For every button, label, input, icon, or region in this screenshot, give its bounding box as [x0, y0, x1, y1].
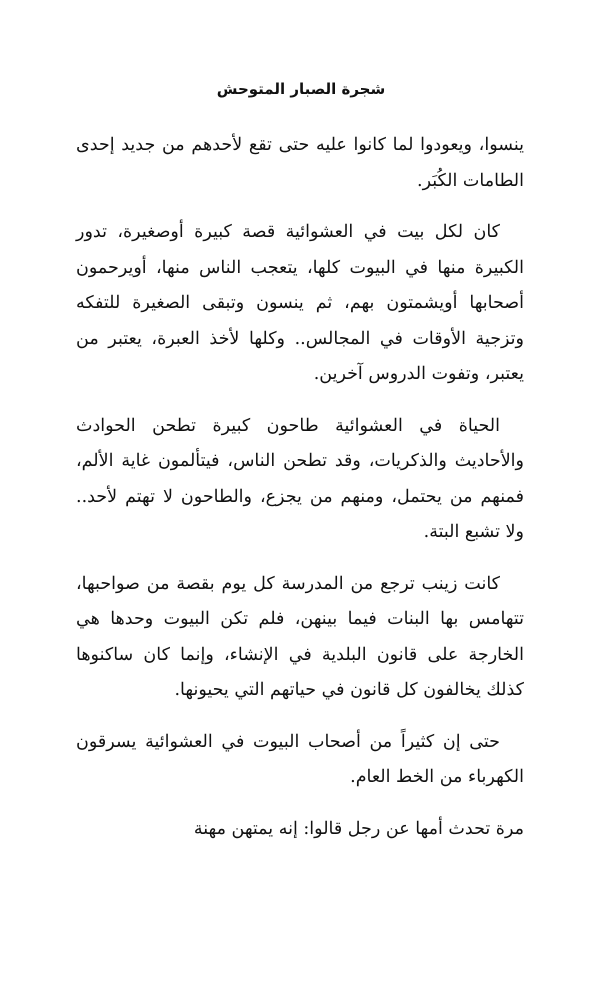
paragraph: مرة تحدث أمها عن رجل قالوا: إنه يمتهن مهنة: [193, 818, 524, 839]
page-title: شجرة الصبار المتوحش: [216, 80, 386, 98]
paragraph: كان لكل بيت في العشوائية قصة كبيرة أوصغيرة، تدور الكبيرة منها في البيوت كلها، يتعجب الناس منها، أويرحمون أصحابها أويشمتون بهم، ثم ينسون وتبقى الصغيرة للتفكه وتزجية الأوقات في المجالس.. وكلها لأخذ العبرة، يعتبر من يعتبر، وتفوت الدروس آخرين.: [76, 222, 524, 384]
paragraph: كانت زينب ترجع من المدرسة كل يوم بقصة من صواحبها، تتهامس بها البنات فيما بينهن، فلم تكن البيوت وحدها هي الخارجة على قانون البلدية في الإنشاء، وإنما كان ساكنوها كذلك يخالفون كل قانون في حياتهم التي يحيونها.: [76, 573, 524, 700]
paragraph: ينسوا، ويعودوا لما كانوا عليه حتى تقع لأحدهم من جديد إحدى الطامات الكُبَر.: [76, 135, 524, 191]
body-text: [76, 128, 524, 847]
paragraph: حتى إن كثيراً من أصحاب البيوت في العشوائية يسرقون الكهرباء من الخط العام.: [76, 731, 524, 787]
paragraph: الحياة في العشوائية طاحون كبيرة تطحن الحوادث والأحاديث والذكريات، وقد تطحن الناس، فيتألمون غاية الألم، فمنهم من يحتمل، ومنهم من يجزع، والطاحون لا تهتم لأحد.. ولا تشبع البتة.: [76, 415, 524, 542]
